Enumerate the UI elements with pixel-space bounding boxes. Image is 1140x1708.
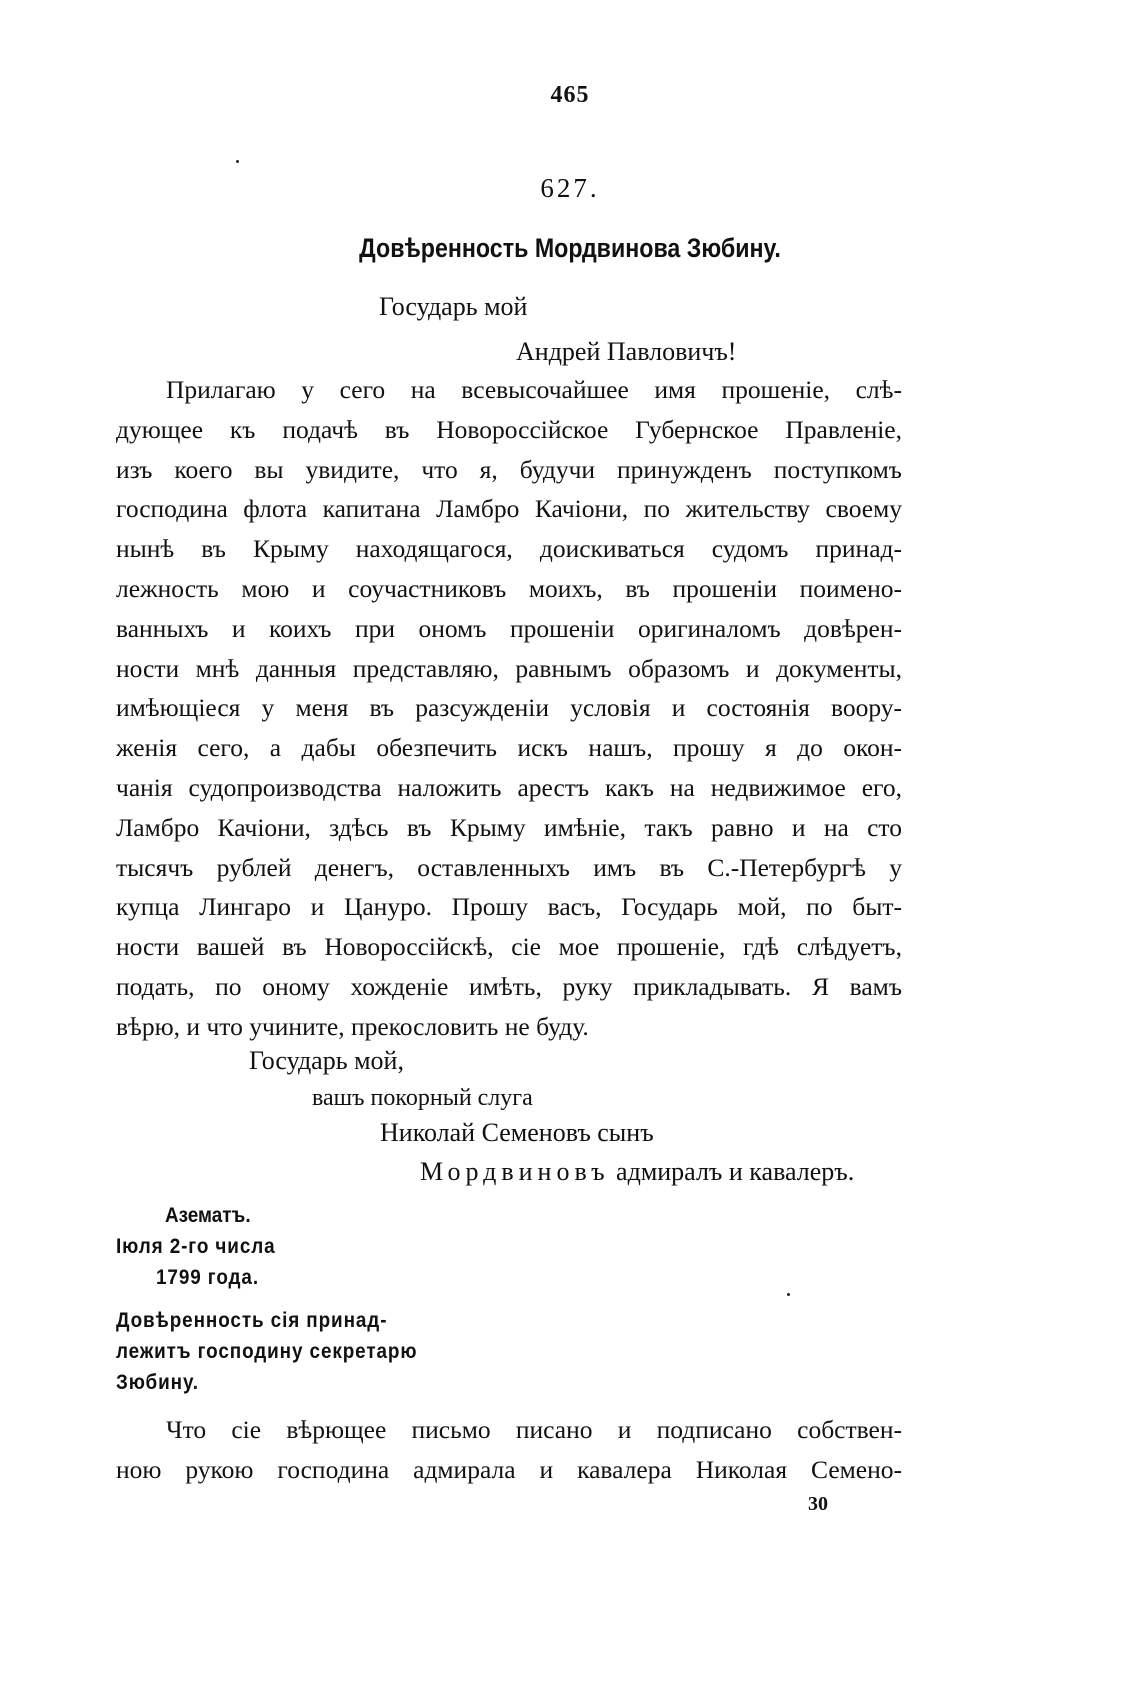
date-line-1: Іюля 2-го числа xyxy=(116,1235,276,1258)
body-line: тысячъ рублей денегъ, оставленныхъ имъ въ С.-Петербургѣ у xyxy=(116,852,902,882)
closing-signature-line xyxy=(420,1157,854,1187)
final-paragraph xyxy=(116,1410,902,1490)
note-line-2: лежитъ господину секретарю xyxy=(116,1340,418,1363)
body-line: ности мнѣ данныя представляю, равнымъ образомъ и документы, xyxy=(116,653,902,683)
body-line: лежность мою и соучастниковъ моихъ, въ прошеніи поимено- xyxy=(116,573,902,603)
print-speck xyxy=(236,160,239,163)
body-line: женія сего, а дабы обезпечить искъ нашъ, прошу я до окон- xyxy=(116,733,902,763)
final-line: Что сіе вѣрющее письмо писано и подписано собствен- xyxy=(166,1415,902,1444)
note-line-1: Довѣренность сія принад- xyxy=(116,1309,388,1332)
body-line: вѣрю, и что учините, прекословить не буду. xyxy=(116,1011,589,1041)
body-line: нынѣ въ Крыму находящагося, доискиваться судомъ принад- xyxy=(116,534,902,564)
body-line: чанія судопроизводства наложить арестъ какъ на недвижимое его, xyxy=(116,772,902,802)
body-line: изъ коего вы увидите, что я, будучи принужденъ поступкомъ xyxy=(116,454,902,484)
body-line: имѣющіеся у меня въ разсужденіи условія и состоянія воору- xyxy=(116,693,902,723)
salutation-line-1: Государь мой xyxy=(379,292,528,321)
place-of-writing: Азематъ. xyxy=(165,1204,251,1227)
document-number: 627. xyxy=(540,173,600,203)
signature-mark: 30 xyxy=(808,1493,828,1515)
document-title: Довѣренность Мордвинова Зюбину. xyxy=(359,233,781,263)
body-line: ванныхъ и коихъ при ономъ прошеніи оригиналомъ довѣрен- xyxy=(116,613,902,643)
body-line: дующее къ подачѣ въ Новороссійское Губернское Правленіе, xyxy=(116,414,902,444)
body-line: Ламбро Качіони, здѣсь въ Крыму имѣніе, такъ равно и на сто xyxy=(116,812,902,842)
final-line: ною рукою господина адмирала и кавалера Николая Семено- xyxy=(116,1454,902,1484)
body-line: подать, по оному хожденіе имѣть, руку прикладывать. Я вамъ xyxy=(116,971,902,1001)
closing-line-2: вашъ покорный слуга xyxy=(312,1085,533,1111)
signatory-rank: адмиралъ и кавалеръ. xyxy=(609,1157,855,1186)
letter-body xyxy=(116,370,902,1047)
closing-line-3: Николай Семеновъ сынъ xyxy=(380,1118,654,1147)
print-speck xyxy=(787,1293,790,1296)
page-number: 465 xyxy=(550,82,590,108)
salutation-line-2: Андрей Павловичъ! xyxy=(516,337,737,366)
body-line: Прилагаю у сего на всевысочайшее имя прошеніе, слѣ- xyxy=(166,375,902,404)
note-line-3: Зюбину. xyxy=(116,1371,199,1394)
date-line-2: 1799 года. xyxy=(156,1266,259,1289)
body-line: господина флота капитана Ламбро Качіони, по жительству своему xyxy=(116,494,902,524)
signatory-surname: Мордвиновъ xyxy=(420,1157,610,1186)
body-line: ности вашей въ Новороссійскѣ, сіе мое прошеніе, гдѣ слѣдуетъ, xyxy=(116,932,902,962)
closing-line-1: Государь мой, xyxy=(249,1046,404,1075)
body-line: купца Лингаро и Цануро. Прошу васъ, Государь мой, по быт- xyxy=(116,892,902,922)
